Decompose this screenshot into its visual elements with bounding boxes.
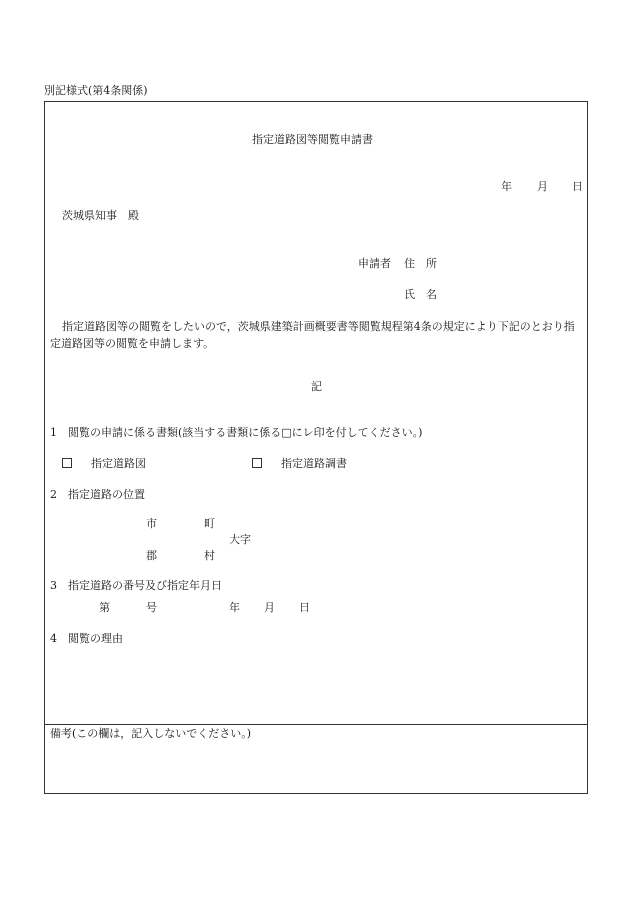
declaration-text: 指定道路図等の閲覧をしたいので，茨城県建築計画概要書等閲覧規程第4条の規定により下記のとおり指定道路図等の閲覧を申請します。 — [50, 320, 575, 350]
checkbox[interactable] — [252, 458, 262, 468]
section3-heading: 3 指定道路の番号及び指定年月日 — [50, 579, 222, 592]
remarks-label: 備考(この欄は，記入しないでください。) — [50, 727, 252, 740]
section4-heading: 4 閲覧の理由 — [50, 632, 123, 645]
road-number-dai[interactable]: 第 — [99, 601, 110, 614]
ki-heading: 記 — [311, 380, 322, 393]
form-title: 指定道路図等閲覧申請書 — [252, 133, 373, 146]
addressee: 茨城県知事 殿 — [62, 209, 139, 222]
option-label: 指定道路調書 — [281, 457, 347, 470]
location-town[interactable]: 町 — [204, 517, 215, 530]
remarks-divider — [44, 724, 588, 725]
designation-year[interactable]: 年 — [229, 601, 240, 614]
applicant-name-label[interactable]: 氏 名 — [404, 288, 437, 301]
designation-month[interactable]: 月 — [264, 601, 275, 614]
designation-day[interactable]: 日 — [299, 601, 310, 614]
location-city[interactable]: 市 — [146, 517, 157, 530]
section2-heading: 2 指定道路の位置 — [50, 488, 145, 501]
form-frame — [44, 101, 588, 794]
location-gun[interactable]: 郡 — [146, 549, 157, 562]
checkbox[interactable] — [62, 458, 72, 468]
applicant-address-label[interactable]: 住 所 — [404, 257, 437, 270]
section1-heading: 1 閲覧の申請に係る書類(該当する書類に係る□にレ印を付してください。) — [50, 426, 423, 439]
option-label: 指定道路図 — [91, 457, 146, 470]
location-village[interactable]: 村 — [204, 549, 215, 562]
date-day[interactable]: 日 — [572, 180, 583, 193]
road-number-go[interactable]: 号 — [146, 601, 157, 614]
applicant-label: 申請者 — [358, 257, 391, 270]
option-shitei-dorochosho[interactable] — [252, 457, 347, 471]
date-year[interactable]: 年 — [501, 180, 512, 193]
date-month[interactable]: 月 — [537, 180, 548, 193]
form-label: 別記様式(第4条関係) — [44, 84, 148, 97]
location-oaza[interactable]: 大字 — [229, 533, 251, 546]
option-shitei-dorozu[interactable] — [62, 457, 146, 471]
